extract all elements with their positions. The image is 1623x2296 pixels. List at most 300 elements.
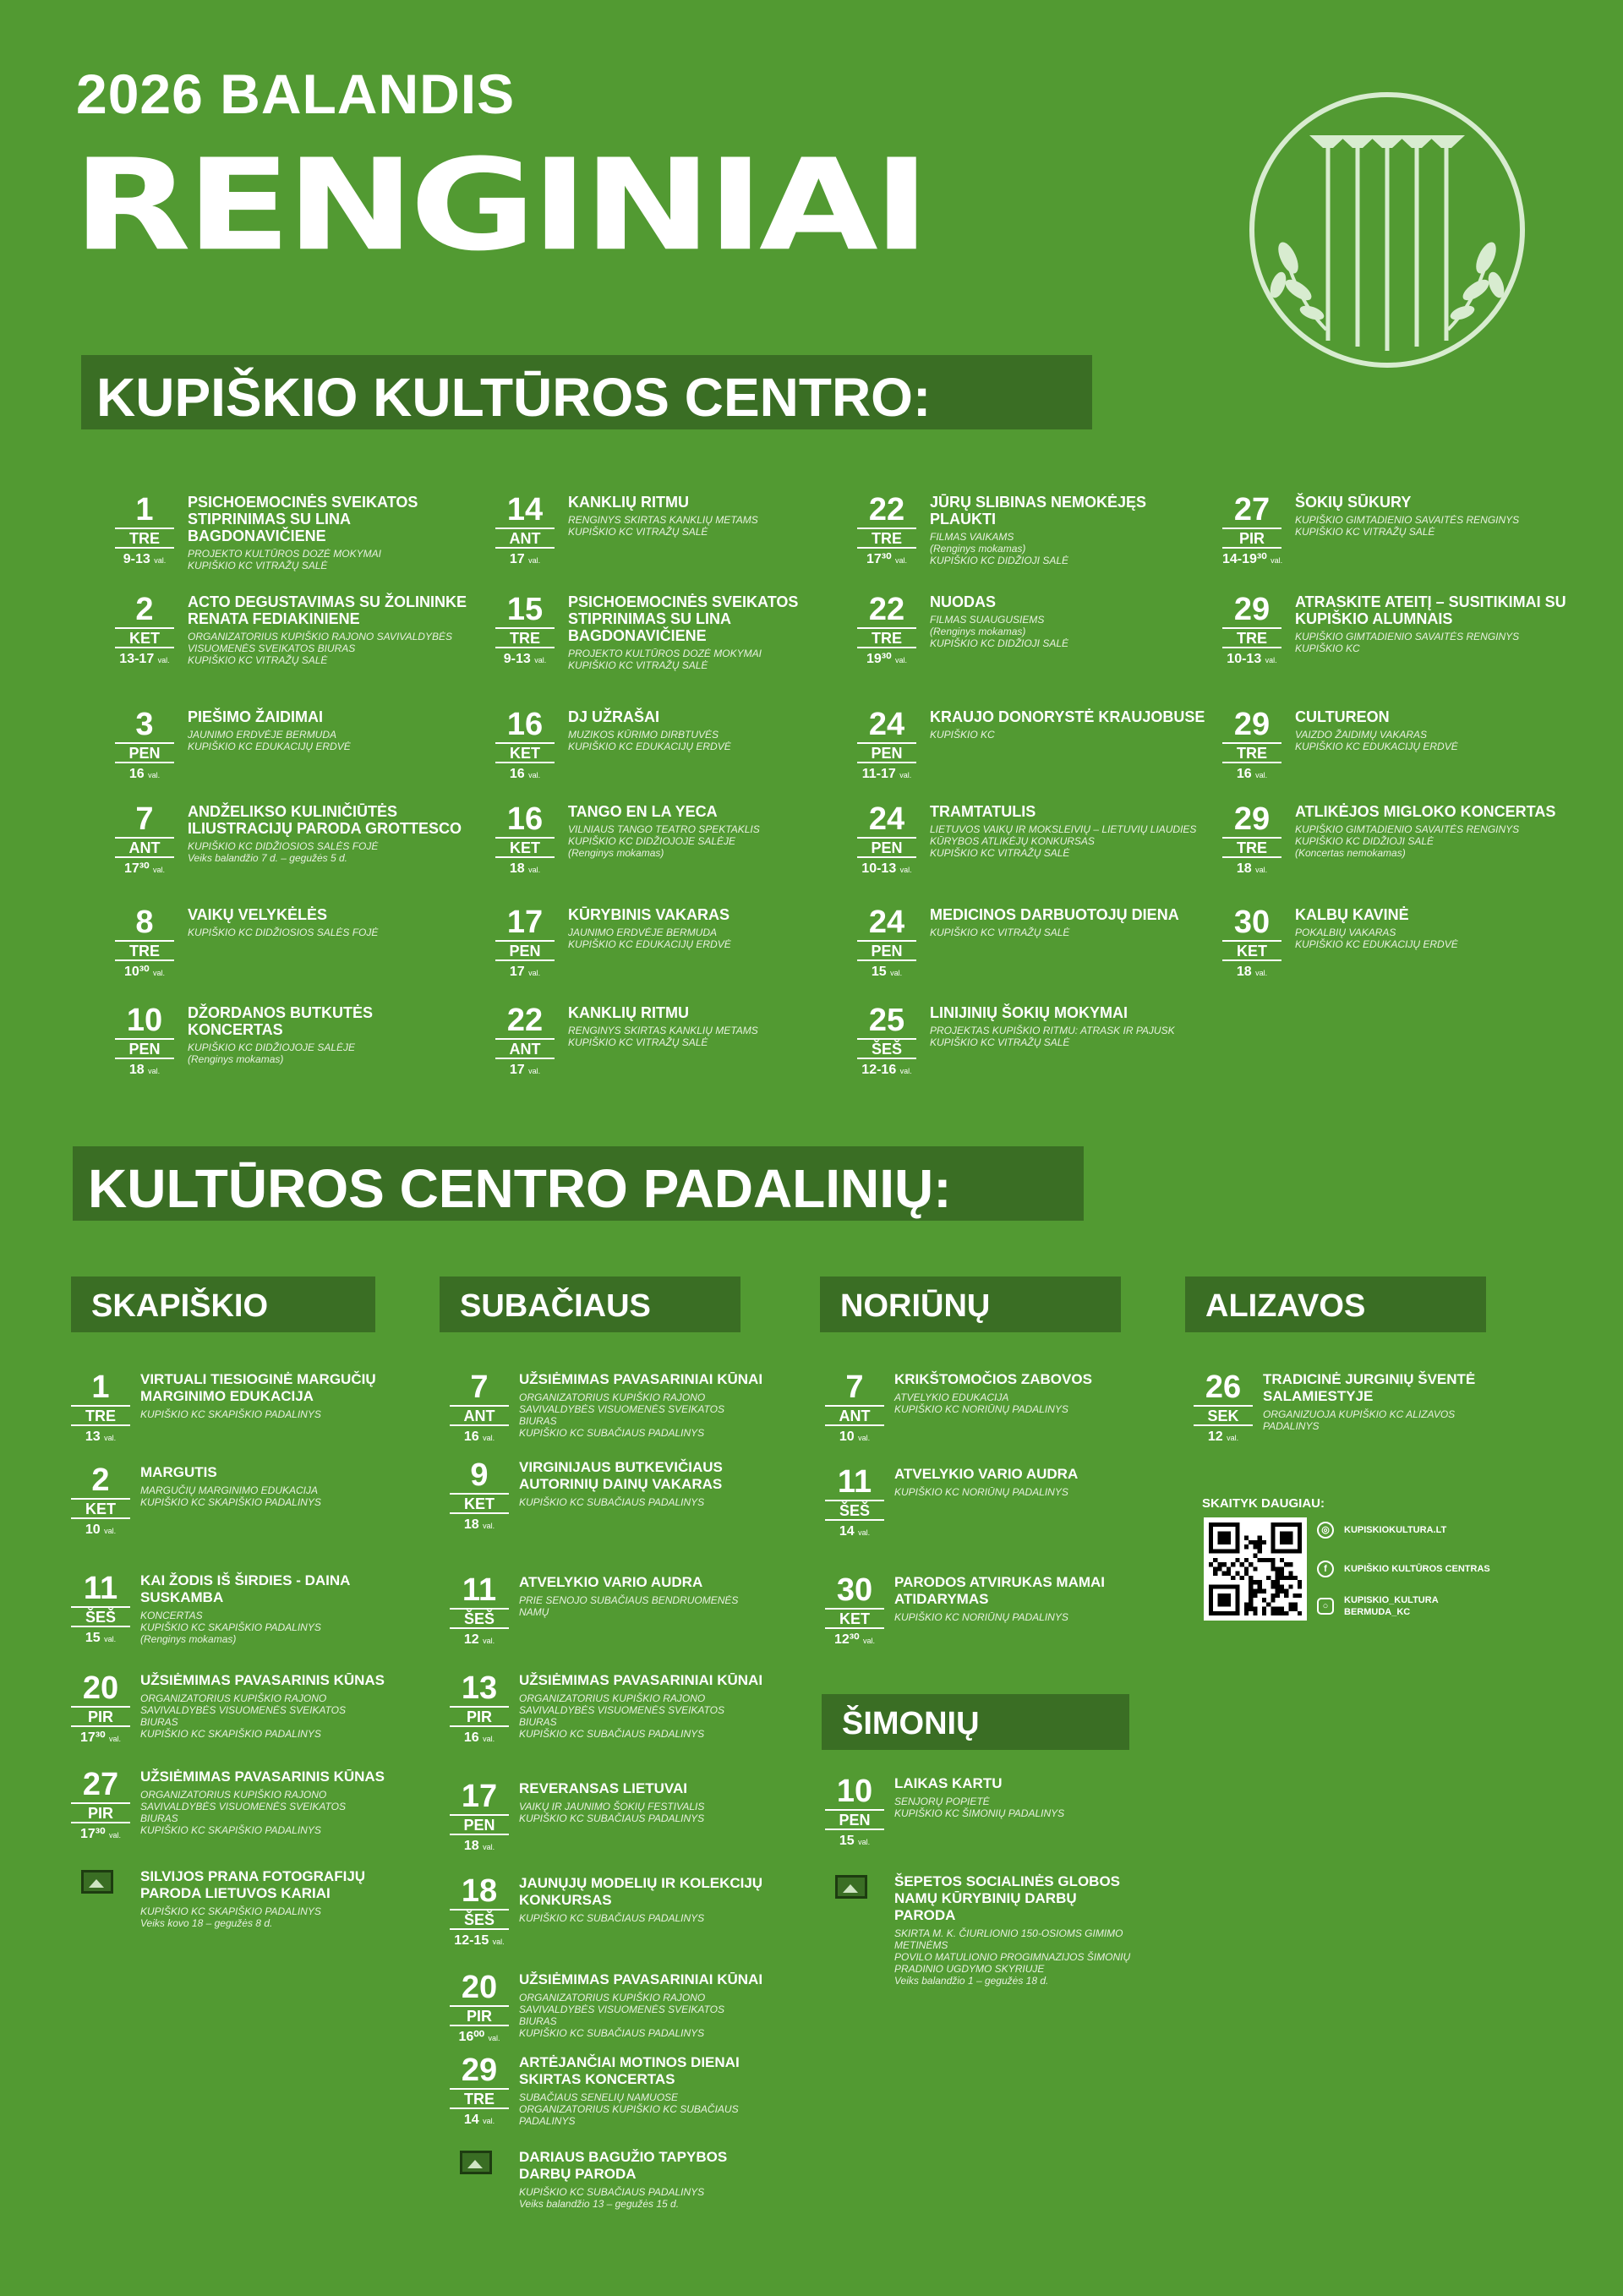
event-day: 16 [506,801,544,837]
event-day: 10 [126,1003,163,1038]
event-title: KŪRYBINIS VAKARAS [568,906,730,923]
event-weekday: ŠEŠ [450,1909,509,1930]
event-description: PROJEKTO KULTŪROS DOZĖ MOKYMAI KUPIŠKIO KC VITRAŽŲ SALĖ [188,548,381,571]
event-day: 9 [470,1457,489,1493]
event-title: JŪRŲ SLIBINAS NEMOKĖJĘS PLAUKTI [930,494,1147,528]
event-info [140,1672,385,1740]
event-weekday: KET [495,837,555,858]
event-description: KUPIŠKIO KC DIDŽIOJOJE SALĖJE (Renginys mokamas) [188,1041,356,1065]
event-date [450,1875,509,1949]
event-weekday: KET [450,1493,509,1514]
event-info [930,494,1209,566]
event-info [188,593,467,666]
event-date [825,1775,884,1850]
event-title: VAIKŲ VELYKĖLĖS [188,906,328,923]
event-info [930,593,1209,649]
exhibition-title: DARIAUS BAGUŽIO TAPYBOS DARBŲ PARODA [519,2149,728,2182]
event-info [930,906,1209,938]
event-time: 18 val. [128,1063,161,1077]
event-time: 10 val. [839,1430,871,1444]
event-weekday: PIR [1222,528,1281,549]
event-day: 29 [1233,801,1271,837]
picture-icon [835,1875,867,1899]
event-info [188,803,467,864]
event-day: 30 [1233,905,1271,940]
event-info [568,593,847,671]
page-title: RENGINIAI [73,131,926,279]
event-day: 30 [836,1572,873,1608]
event-date [495,593,555,668]
event-description: MARGUČIŲ MARGINIMO EDUKACIJA KUPIŠKIO KC SKAPIŠKIO PADALINYS [140,1484,321,1508]
event-time: 12-16 val. [861,1063,912,1077]
event-date [115,906,174,981]
event-description: VAIZDO ŽAIDIMŲ VAKARAS KUPIŠKIO KC EDUKACIJŲ ERDVĖ [1295,729,1458,752]
event-title: DŽORDANOS BUTKUTĖS KONCERTAS [188,1004,373,1038]
event-date [825,1574,884,1648]
event-weekday: TRE [450,2088,509,2109]
event-weekday: SEK [1194,1405,1253,1426]
event-weekday: ANT [825,1405,884,1426]
event-time: 16 val. [463,1430,495,1444]
event-day: 24 [868,801,905,837]
event-description: PRIE SENOJO SUBAČIAUS BENDRUOMENĖS NAMŲ [519,1594,739,1618]
event-description: KUPIŠKIO KC SUBAČIAUS PADALINYS [519,1912,705,1924]
event-day: 27 [1233,492,1271,528]
event-title: LINIJINIŲ ŠOKIŲ MOKYMAI [930,1004,1128,1021]
event-weekday: KET [495,742,555,763]
event-description: PROJEKTO KULTŪROS DOZĖ MOKYMAI KUPIŠKIO KC VITRAŽŲ SALĖ [568,648,762,671]
event-info [568,708,847,752]
event-date [71,1768,130,1843]
event-description: KUPIŠKIO GIMTADIENIO SAVAITĖS RENGINYS KUPIŠKIO KC VITRAŽŲ SALĖ [1295,514,1520,538]
event-info [930,803,1209,859]
event-time: 12 val. [1207,1430,1239,1444]
event-time: 18 val. [463,1517,495,1532]
event-date [71,1672,130,1747]
event-weekday: PIR [450,2005,509,2026]
event-title: TRAMTATULIS [930,803,1036,820]
event-title: PSICHOEMOCINĖS SVEIKATOS STIPRINIMAS SU LINA BAGDONAVIČIENE [188,494,418,544]
event-title: KALBŲ KAVINĖ [1295,906,1409,923]
event-weekday: PEN [450,1814,509,1835]
event-date [71,1572,130,1647]
event-info [188,906,467,938]
picture-icon [460,2151,492,2174]
event-weekday: ANT [495,1038,555,1059]
event-description: SUBAČIAUS SENELIŲ NAMUOSE ORGANIZATORIUS KUPIŠKIO KC SUBAČIAUS PADALINYS [519,2091,739,2127]
event-title: PIEŠIMO ŽAIDIMAI [188,708,324,725]
event-date [450,1672,509,1747]
event-title: ANDŽELIKSO KULINIČIŪTĖS ILIUSTRACIJŲ PARODA GROTTESCO [188,803,462,837]
event-day: 8 [135,905,154,940]
event-info [930,1004,1209,1048]
event-day: 1 [135,492,154,528]
event-date [71,1371,130,1446]
event-date [450,1371,509,1446]
event-time: 15 val. [871,965,903,979]
event-title: DJ UŽRAŠAI [568,708,660,725]
event-weekday: PIR [71,1706,130,1727]
event-day: 11 [837,1464,872,1500]
event-time: 10-13 val. [1227,652,1277,666]
event-title: VIRTUALI TIESIOGINĖ MARGUČIŲ MARGINIMO EDUKACIJA [140,1371,376,1404]
event-day: 29 [1233,592,1271,627]
event-title: KANKLIŲ RITMU [568,494,689,511]
event-description: KUPIŠKIO KC DIDŽIOSIOS SALĖS FOJĖ Veiks balandžio 7 d. – gegužės 5 d. [188,840,379,864]
event-description: KUPIŠKIO GIMTADIENIO SAVAITĖS RENGINYS KUPIŠKIO KC DIDŽIOJI SALĖ (Koncertas nemokamas) [1295,823,1520,859]
read-more-label: SKAITYK DAUGIAU: [1202,1496,1325,1511]
event-date [450,1780,509,1855]
event-title: ARTĖJANČIAI MOTINOS DIENAI SKIRTAS KONCERTAS [519,2054,740,2087]
event-time: 10-13 val. [861,861,912,876]
event-time: 17³⁰ val. [79,1730,121,1745]
event-day: 17 [506,905,544,940]
event-description: ORGANIZATORIUS KUPIŠKIO RAJONO SAVIVALDYBĖS VISUOMENĖS SVEIKATOS BIURAS KUPIŠKIO KC SUBAČIAUS PADALINYS [519,1692,724,1740]
event-info [188,708,467,752]
picture-icon [81,1870,113,1894]
branch-banner-skapiskio: SKAPIŠKIO [71,1276,375,1332]
event-description: KUPIŠKIO KC NORIŪNŲ PADALINYS [894,1486,1068,1498]
event-day: 20 [461,1970,498,2005]
event-title: ATVELYKIO VARIO AUDRA [519,1574,703,1590]
event-day: 1 [91,1369,110,1405]
event-weekday: PEN [857,940,916,961]
event-day: 22 [506,1003,544,1038]
event-info [568,803,847,859]
event-description: KUPIŠKIO KC NORIŪNŲ PADALINYS [894,1611,1068,1623]
event-info [568,1004,847,1048]
event-day: 20 [82,1670,119,1706]
event-date [857,906,916,981]
event-time: 12 val. [463,1632,495,1647]
event-weekday: TRE [857,528,916,549]
event-weekday: PIR [71,1802,130,1823]
event-date [495,906,555,981]
event-info [1295,593,1574,654]
event-description: KUPIŠKIO KC DIDŽIOSIOS SALĖS FOJĖ [188,927,379,938]
event-day: 2 [135,592,154,627]
event-description: KUPIŠKIO KC VITRAŽŲ SALĖ [930,927,1070,938]
event-title: UŽSIĖMIMAS PAVASARINIAI KŪNAI [519,1371,763,1387]
event-weekday: KET [115,627,174,648]
event-title: UŽSIĖMIMAS PAVASARINIS KŪNAS [140,1768,385,1785]
event-description: FILMAS VAIKAMS (Renginys mokamas) KUPIŠKIO KC DIDŽIOJI SALĖ [930,531,1069,566]
event-description: ORGANIZATORIUS KUPIŠKIO RAJONO SAVIVALDYBĖS VISUOMENĖS SVEIKATOS BIURAS KUPIŠKIO KC SKAPIŠKIO PADALINYS [140,1789,346,1836]
branches-section-banner: KULTŪROS CENTRO PADALINIŲ: [73,1146,1084,1221]
event-time: 19³⁰ val. [866,652,907,666]
event-day: 7 [135,801,154,837]
event-time: 16 val. [1236,767,1268,781]
event-time: 18 val. [1236,965,1268,979]
event-day: 11 [83,1571,118,1606]
event-description: SENJORŲ POPIETĖ KUPIŠKIO KC ŠIMONIŲ PADALINYS [894,1796,1065,1819]
event-weekday: PEN [825,1809,884,1830]
event-description: RENGINYS SKIRTAS KANKLIŲ METAMS KUPIŠKIO KC VITRAŽŲ SALĖ [568,514,758,538]
event-title: MARGUTIS [140,1464,217,1480]
event-info [894,1466,1139,1498]
branch-banner-alizavos: ALIZAVOS [1185,1276,1486,1332]
event-title: PARODOS ATVIRUKAS MAMAI ATIDARYMAS [894,1574,1106,1607]
event-time: 18 val. [463,1839,495,1853]
event-day: 27 [82,1767,119,1802]
main-section-banner: KUPIŠKIO KULTŪROS CENTRO: [81,355,1092,429]
event-date [71,1464,130,1539]
logo-icon [1246,89,1528,371]
event-title: ATRASKITE ATEITĮ – SUSITIKIMAI SU KUPIŠKIO ALUMNAIS [1295,593,1566,627]
exhibition-info [519,2149,764,2210]
event-weekday: KET [825,1608,884,1629]
event-info [568,494,847,538]
event-weekday: ANT [450,1405,509,1426]
event-time: 16⁰⁰ val. [458,2030,500,2044]
event-day: 10 [836,1774,873,1809]
event-date [450,1971,509,2046]
event-date [495,803,555,877]
event-time: 16 val. [128,767,161,781]
event-time: 12³⁰ val. [833,1632,875,1647]
event-info [519,1971,764,2039]
event-title: NUODAS [930,593,997,610]
event-description: LIETUVOS VAIKŲ IR MOKSLEIVIŲ – LIETUVIŲ LIAUDIES KŪRYBOS ATLIKĖJŲ KONKURSAS KUPIŠKIO KC VITRAŽŲ SALĖ [930,823,1197,859]
event-time: 14 val. [463,2113,495,2127]
website-link[interactable]: ◎ KUPISKIOKULTURA.LT [1317,1522,1446,1539]
event-info [140,1464,385,1508]
event-weekday: TRE [115,940,174,961]
event-info [894,1574,1139,1623]
event-date [1222,494,1281,568]
event-description: ORGANIZUOJA KUPIŠKIO KC ALIZAVOS PADALINYS [1263,1408,1456,1432]
event-weekday: TRE [1222,837,1281,858]
event-description: POKALBIŲ VAKARAS KUPIŠKIO KC EDUKACIJŲ ERDVĖ [1295,927,1458,950]
event-time: 14-19³⁰ val. [1222,552,1283,566]
event-time: 10 val. [85,1522,117,1537]
event-date [825,1371,884,1446]
event-date [115,708,174,783]
event-info [140,1371,385,1420]
event-day: 29 [1233,707,1271,742]
event-title: KRAUJO DONORYSTĖ KRAUJOBUSE [930,708,1205,725]
event-description: ORGANIZATORIUS KUPIŠKIO RAJONO SAVIVALDYBĖS VISUOMENĖS SVEIKATOS BIURAS KUPIŠKIO KC SUBAČIAUS PADALINYS [519,1391,724,1439]
event-day: 3 [135,707,154,742]
event-weekday: PEN [857,742,916,763]
event-weekday: ŠEŠ [71,1606,130,1627]
event-weekday: ŠEŠ [825,1500,884,1521]
event-day: 15 [506,592,544,627]
event-day: 29 [461,2053,498,2088]
event-day: 25 [868,1003,905,1038]
event-weekday: ANT [115,837,174,858]
event-date [495,494,555,568]
event-title: PSICHOEMOCINĖS SVEIKATOS STIPRINIMAS SU LINA BAGDONAVIČIENE [568,593,799,644]
event-weekday: PEN [857,837,916,858]
event-time: 17 val. [509,1063,541,1077]
event-title: UŽSIĖMIMAS PAVASARINIS KŪNAS [140,1672,385,1688]
event-time: 18 val. [509,861,541,876]
event-title: KAI ŽODIS IŠ ŠIRDIES - DAINA SUSKAMBA [140,1572,350,1605]
event-time: 17 val. [509,965,541,979]
event-title: UŽSIĖMIMAS PAVASARINIAI KŪNAI [519,1971,763,1987]
exhibition-description: SKIRTA M. K. ČIURLIONIO 150-OSIOMS GIMIMO METINĖMS POVILO MATULIONIO PROGIMNAZIJOS ŠIMONIŲ PRADINIO UGDYMO SKYRIUJE Veiks balandžio 1 – gegužės 18 d. [894,1927,1131,1987]
event-info [894,1371,1139,1415]
event-title: ACTO DEGUSTAVIMAS SU ŽOLININKE RENATA FEDIAKINIENE [188,593,467,627]
event-weekday: PEN [115,1038,174,1059]
event-time: 12-15 val. [454,1933,505,1948]
event-info [519,1780,764,1824]
event-description: VILNIAUS TANGO TEATRO SPEKTAKLIS KUPIŠKIO KC DIDŽIOJOJE SALĖJE (Renginys mokamas) [568,823,760,859]
event-title: TANGO EN LA YECA [568,803,718,820]
event-weekday: TRE [1222,627,1281,648]
event-info [1263,1371,1508,1432]
event-time: 13-17 val. [119,652,170,666]
event-weekday: PEN [115,742,174,763]
event-date [115,593,174,668]
event-description: KUPIŠKIO KC SKAPIŠKIO PADALINYS [140,1408,321,1420]
event-title: KANKLIŲ RITMU [568,1004,689,1021]
event-time: 13 val. [85,1430,117,1444]
exhibition-title: SILVIJOS PRANA FOTOGRAFIJŲ PARODA LIETUVOS KARIAI [140,1868,366,1901]
event-description: JAUNIMO ERDVĖJE BERMUDA KUPIŠKIO KC EDUKACIJŲ ERDVĖ [568,927,731,950]
event-title: ATVELYKIO VARIO AUDRA [894,1466,1079,1482]
year-month: 2026 BALANDIS [76,63,516,125]
event-weekday: KET [1222,940,1281,961]
event-info [188,1004,467,1065]
event-day: 7 [470,1369,489,1405]
instagram-link[interactable]: ○KUPISKIO_KULTURA BERMUDA_KC [1317,1594,1439,1618]
event-date [1194,1371,1253,1446]
event-weekday: TRE [71,1405,130,1426]
event-title: ŠOKIŲ SŪKURY [1295,494,1412,511]
branch-banner-subaciaus: SUBAČIAUS [440,1276,740,1332]
event-description: RENGINYS SKIRTAS KANKLIŲ METAMS KUPIŠKIO KC VITRAŽŲ SALĖ [568,1025,758,1048]
event-description: FILMAS SUAUGUSIEMS (Renginys mokamas) KUPIŠKIO KC DIDŽIOJI SALĖ [930,614,1069,649]
event-info [930,708,1209,741]
event-date [1222,906,1281,981]
event-time: 17 val. [509,552,541,566]
event-weekday: TRE [857,627,916,648]
event-title: REVERANSAS LIETUVAI [519,1780,687,1796]
event-day: 22 [868,492,905,528]
event-date [450,1459,509,1533]
event-weekday: PEN [495,940,555,961]
event-date [1222,708,1281,783]
event-info [140,1572,385,1645]
exhibition-description: KUPIŠKIO KC SKAPIŠKIO PADALINYS Veiks kovo 18 – gegužės 8 d. [140,1905,321,1929]
event-title: TRADICINĖ JURGINIŲ ŠVENTĖ SALAMIESTYJE [1263,1371,1476,1404]
event-info [1295,494,1574,538]
event-date [825,1466,884,1540]
globe-icon: ◎ [1317,1522,1334,1539]
event-description: PROJEKTAS KUPIŠKIO RITMU: ATRASK IR PAJUSK KUPIŠKIO KC VITRAŽŲ SALĖ [930,1025,1175,1048]
event-title: KRIKŠTOMOČIOS ZABOVOS [894,1371,1092,1387]
event-info [894,1775,1139,1819]
event-info [519,2054,764,2127]
event-title: ATLIKĖJOS MIGLOKO KONCERTAS [1295,803,1556,820]
event-weekday: TRE [1222,742,1281,763]
event-weekday: ANT [495,528,555,549]
event-date [857,1004,916,1079]
event-time: 11-17 val. [861,767,912,781]
event-date [857,708,916,783]
event-description: KUPIŠKIO KC SUBAČIAUS PADALINYS [519,1496,705,1508]
event-title: CULTUREON [1295,708,1390,725]
event-weekday: TRE [115,528,174,549]
event-time: 15 val. [85,1631,117,1645]
event-weekday: KET [71,1498,130,1519]
qr-code-icon[interactable] [1204,1517,1307,1621]
event-time: 16 val. [509,767,541,781]
event-description: VAIKŲ IR JAUNIMO ŠOKIŲ FESTIVALIS KUPIŠKIO KC SUBAČIAUS PADALINYS [519,1801,705,1824]
event-day: 16 [506,707,544,742]
facebook-icon: f [1317,1561,1334,1577]
event-description: ORGANIZATORIUS KUPIŠKIO RAJONO SAVIVALDYBĖS VISUOMENĖS SVEIKATOS BIURAS KUPIŠKIO KC SKAPIŠKIO PADALINYS [140,1692,346,1740]
event-info [140,1768,385,1836]
exhibition-info [140,1868,385,1929]
event-day: 24 [868,905,905,940]
event-time: 14 val. [839,1524,871,1539]
event-description: ORGANIZATORIUS KUPIŠKIO RAJONO SAVIVALDYBĖS VISUOMENĖS SVEIKATOS BIURAS KUPIŠKIO KC SUBAČIAUS PADALINYS [519,1992,724,2039]
event-date [495,1004,555,1079]
facebook-link[interactable]: f KUPIŠKIO KULTŪROS CENTRAS [1317,1561,1490,1577]
event-title: UŽSIĖMIMAS PAVASARINIAI KŪNAI [519,1672,763,1688]
event-info [1295,803,1574,859]
event-description: KUPIŠKIO KC [930,729,995,741]
event-date [115,1004,174,1079]
event-time: 18 val. [1236,861,1268,876]
event-day: 2 [91,1462,110,1498]
event-weekday: ŠEŠ [857,1038,916,1059]
event-day: 13 [461,1670,498,1706]
event-date [1222,593,1281,668]
event-time: 17³⁰ val. [123,861,165,876]
event-day: 7 [845,1369,864,1405]
branch-banner-simoniu: ŠIMONIŲ [822,1694,1129,1750]
event-day: 26 [1205,1369,1242,1405]
event-description: ORGANIZATORIUS KUPIŠKIO RAJONO SAVIVALDYBĖS VISUOMENĖS SVEIKATOS BIURAS KUPIŠKIO KC VITRAŽŲ SALĖ [188,631,452,666]
branch-banner-noriunu: NORIŪNŲ [820,1276,1121,1332]
exhibition-title: ŠEPETOS SOCIALINĖS GLOBOS NAMŲ KŪRYBINIŲ DARBŲ PARODA [894,1873,1121,1923]
event-info [1295,906,1574,950]
event-date [115,803,174,877]
event-date [495,708,555,783]
event-description: KONCERTAS KUPIŠKIO KC SKAPIŠKIO PADALINYS (Renginys mokamas) [140,1610,321,1645]
event-date [450,1574,509,1648]
event-info [188,494,467,571]
event-info [519,1371,764,1439]
event-date [857,593,916,668]
event-day: 14 [506,492,544,528]
event-time: 16 val. [463,1730,495,1745]
event-day: 17 [461,1779,498,1814]
event-day: 22 [868,592,905,627]
event-description: MUZIKOS KŪRIMO DIRBTUVĖS KUPIŠKIO KC EDUKACIJŲ ERDVĖ [568,729,731,752]
event-date [857,494,916,568]
event-info [1295,708,1574,752]
event-title: MEDICINOS DARBUOTOJŲ DIENA [930,906,1179,923]
event-weekday: PIR [450,1706,509,1727]
event-info [519,1459,764,1508]
event-description: JAUNIMO ERDVĖJE BERMUDA KUPIŠKIO KC EDUKACIJŲ ERDVĖ [188,729,351,752]
event-info [519,1875,764,1924]
event-description: ATVELYKIO EDUKACIJA KUPIŠKIO KC NORIŪNŲ PADALINYS [894,1391,1068,1415]
event-info [519,1672,764,1740]
event-time: 9-13 val. [123,552,167,566]
event-day: 11 [462,1572,497,1608]
event-date [1222,803,1281,877]
instagram-icon: ○ [1317,1598,1334,1615]
event-title: LAIKAS KARTU [894,1775,1003,1791]
event-time: 9-13 val. [503,652,547,666]
event-info [568,906,847,950]
